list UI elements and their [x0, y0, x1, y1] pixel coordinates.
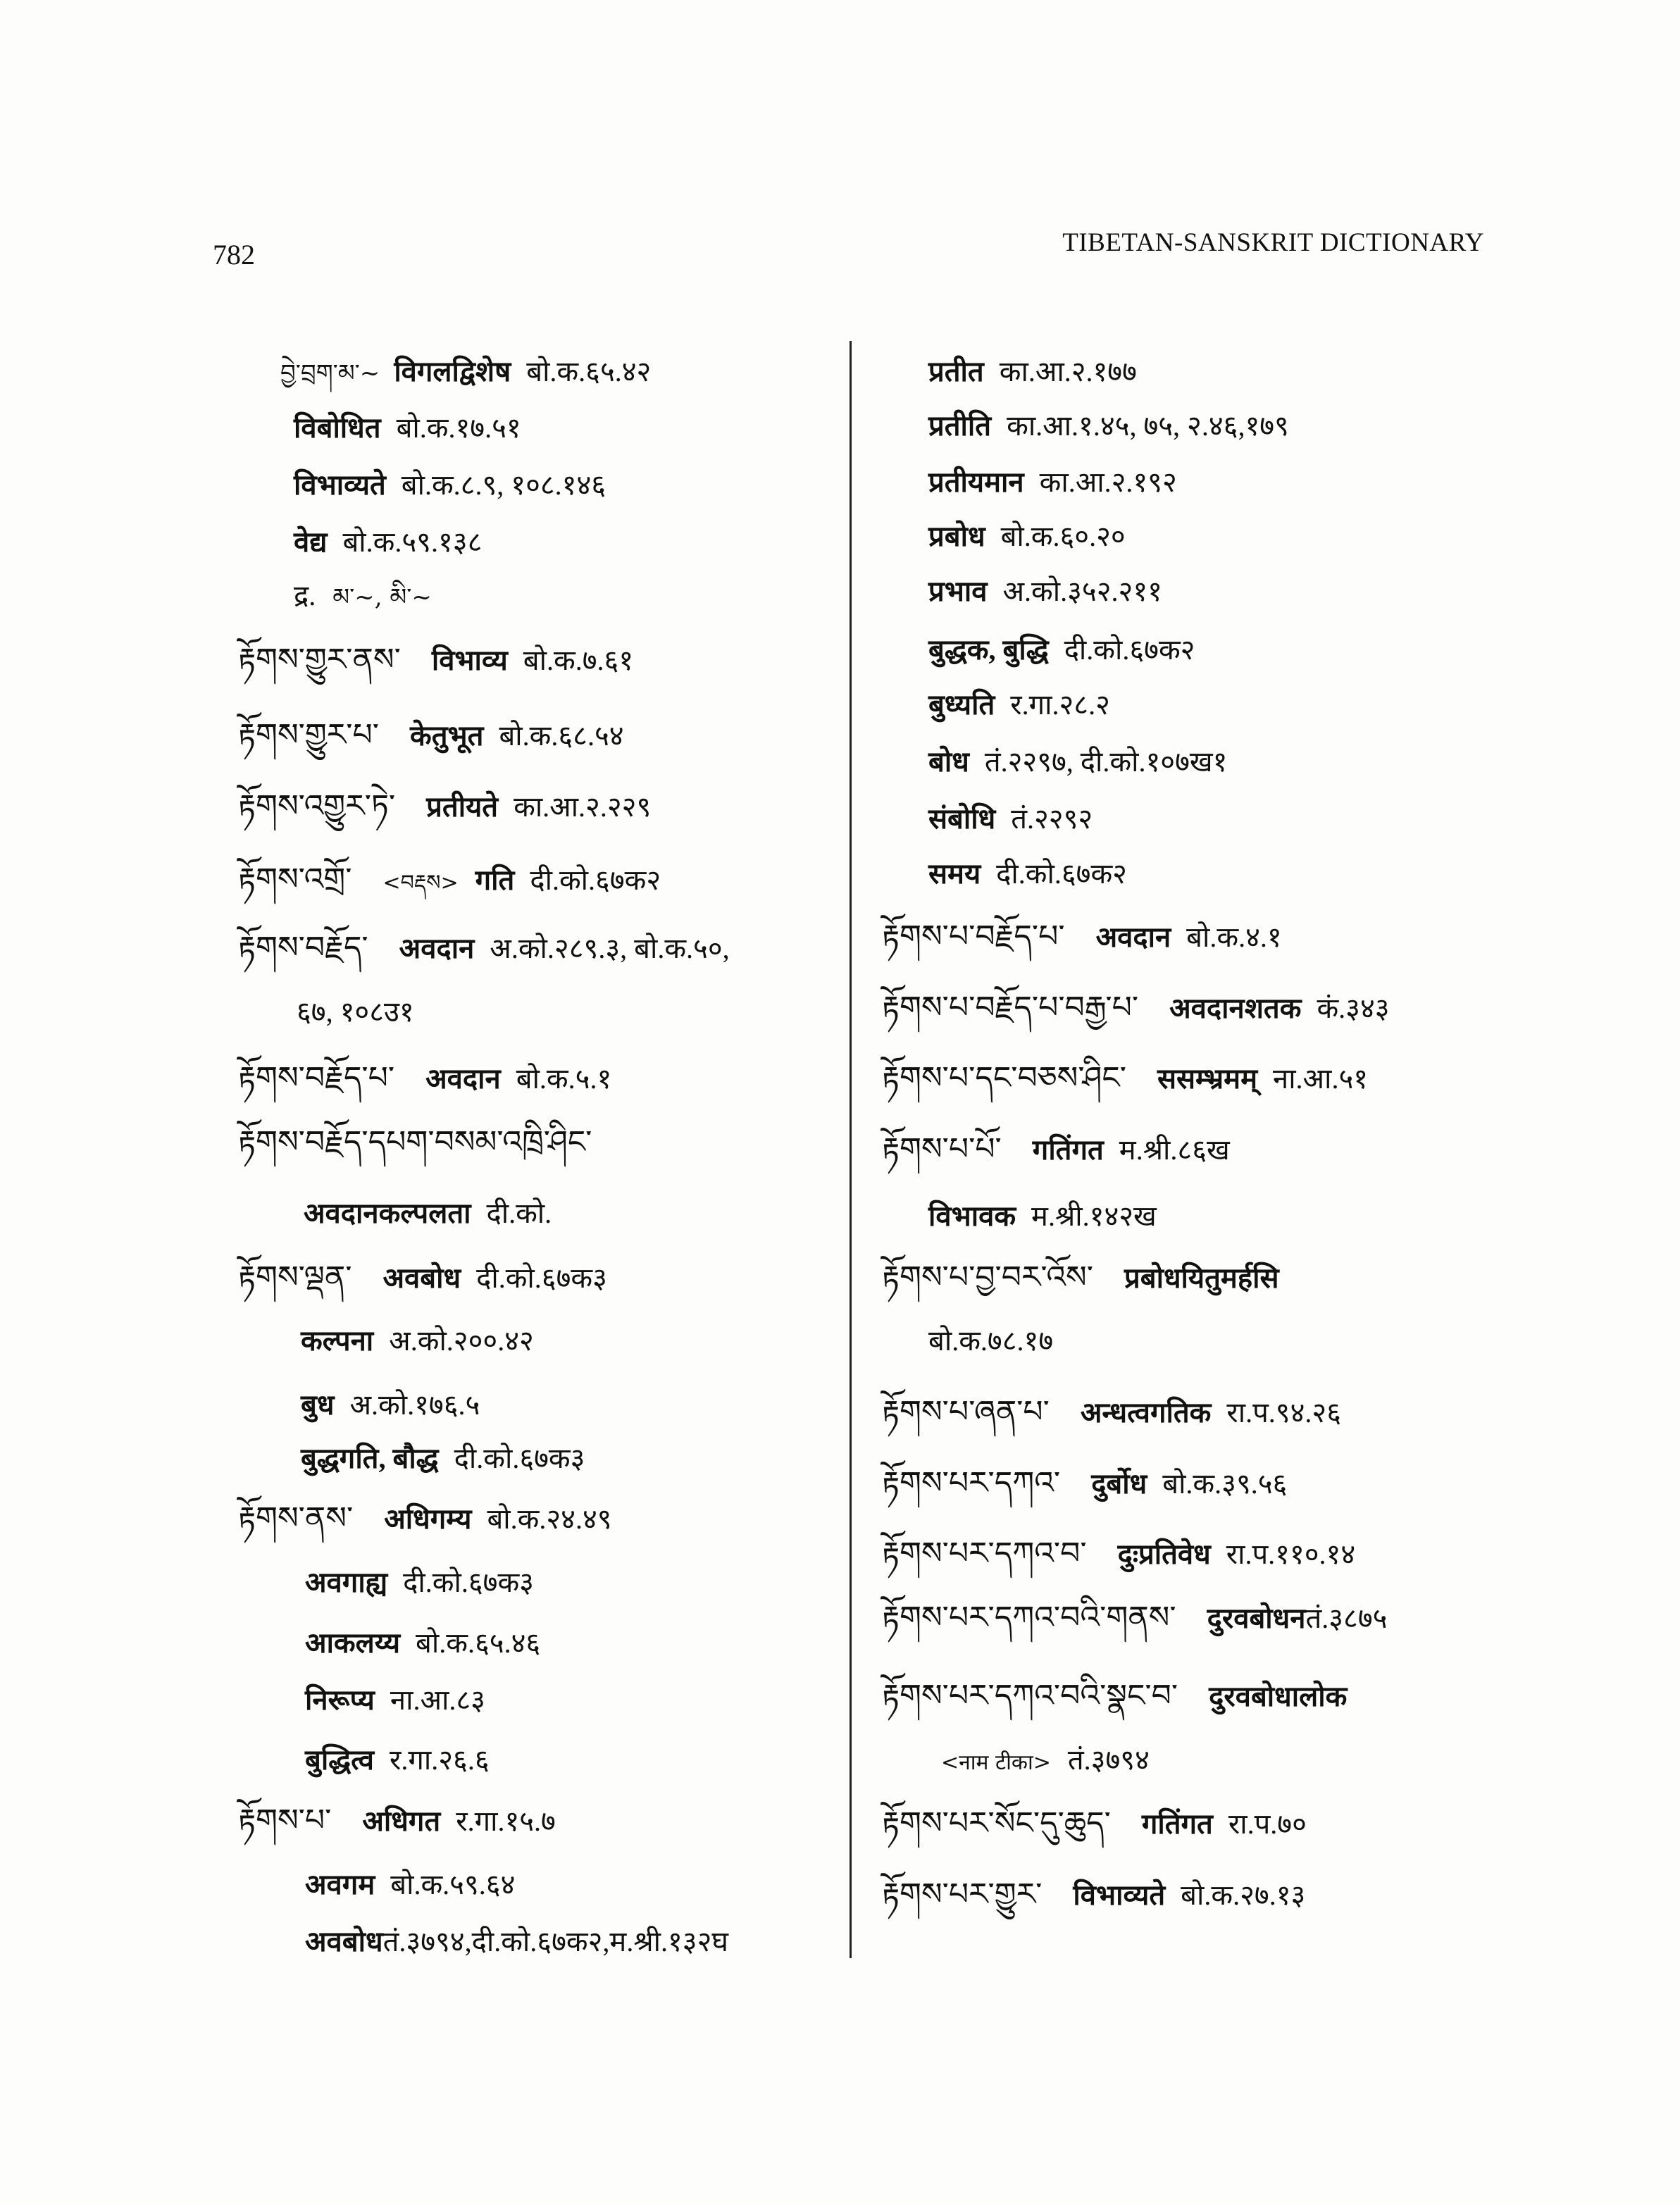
entry-line [928, 744, 1227, 780]
source-reference: तं.३७९४ [1067, 1744, 1150, 1776]
source-reference: दी.को.६७क२ [1064, 634, 1195, 666]
source-reference: का.आ.२.२२९ [514, 791, 652, 823]
source-reference: तं.३८७५ [1305, 1602, 1388, 1634]
sanskrit-term: प्रतीयते [426, 791, 499, 823]
entry-line [304, 1195, 552, 1232]
source-reference: तं.२२९७, दी.को.१०७ख१ [984, 746, 1228, 778]
tibetan-subentry: བྱེ་བྲག་མ་~ [280, 359, 380, 387]
entry-line [882, 1678, 1355, 1714]
sanskrit-term: विभाव्यते [1073, 1879, 1166, 1911]
entry-line [882, 1394, 1341, 1431]
sanskrit-term: विगलद्विशेष [394, 356, 511, 387]
sanskrit-term: विबोधित [294, 412, 381, 444]
source-reference: बो.क.५.१ [516, 1063, 612, 1095]
tibetan-headword: རྟོགས་པ་བརྗོད་པ་ [882, 919, 1065, 954]
page-number: 782 [213, 239, 255, 270]
source-reference: दी.को.६७क२ [996, 858, 1127, 890]
entry-line [238, 930, 730, 966]
tibetan-headword: རྟོགས་པ་བརྗོད་པ་བརྒྱ་པ་ [882, 990, 1139, 1026]
sanskrit-term: प्रतीयमान [928, 466, 1024, 498]
tibetan-headword: རྟོགས་པ་བྱ་བར་འོས་ [882, 1259, 1093, 1295]
source-reference: बो.क.७८.१७ [928, 1325, 1054, 1357]
source-reference: अ.को.१७६.५ [349, 1389, 480, 1421]
source-reference: बो.क.६५.४२ [526, 356, 652, 387]
sanskrit-term: बोध [928, 746, 969, 778]
entry-line [301, 1387, 480, 1424]
source-reference: म.श्री.८६ख [1119, 1134, 1230, 1166]
entry-line [305, 1564, 534, 1601]
entry-line [238, 788, 651, 825]
sanskrit-term: अवदानशतक [1169, 992, 1302, 1024]
sanskrit-term: संबोधि [928, 803, 996, 835]
tibetan-cross-reference: མ་~, མི་~ [332, 583, 432, 611]
entry-line [305, 1924, 728, 1960]
continuation-line [297, 994, 414, 1031]
source-reference: बो.क.७.६१ [523, 645, 634, 676]
sanskrit-term: अवबोध [305, 1926, 383, 1957]
entry-line [238, 861, 661, 898]
source-reference: र.गा.२६.६ [390, 1744, 490, 1776]
source-reference: बो.क.३९.५६ [1162, 1468, 1288, 1500]
source-reference: बो.क.१७.५१ [396, 412, 521, 444]
entry-line [882, 1465, 1287, 1502]
entry-line [928, 408, 1289, 444]
entry-line [882, 1536, 1355, 1572]
tibetan-headword: རྟོགས་ནས་ [238, 1500, 354, 1536]
entry-line [928, 354, 1137, 390]
entry-line [238, 1259, 607, 1296]
tibetan-headword: རྟོགས་གྱུར་ནས་ [238, 642, 401, 678]
entry-line [928, 573, 1162, 610]
tibetan-headword: རྟོགས་འགྲོ་ [238, 861, 352, 897]
entry-line [305, 1867, 515, 1903]
entry-line [238, 1500, 612, 1537]
sanskrit-term: गतिंगत [1141, 1808, 1213, 1840]
source-reference: दी.को. [486, 1197, 552, 1229]
see-also-marker: द्र. [294, 580, 316, 611]
entry-line [294, 524, 482, 561]
entry-line [238, 1803, 556, 1839]
sanskrit-term: केतुभूत [409, 720, 484, 752]
sanskrit-term: निरूप्य [305, 1684, 375, 1716]
source-reference: म.श्री.१४२ख [1031, 1200, 1157, 1232]
entry-line [238, 717, 624, 754]
entry-line [294, 467, 606, 504]
source-reference: र.गा.२८.२ [1010, 689, 1110, 721]
entry-line [882, 1876, 1305, 1913]
tibetan-headword: རྟོགས་པར་དཀའ་ [882, 1465, 1061, 1501]
cross-reference-line [294, 578, 432, 614]
source-reference: दी.को.६७क३ [454, 1443, 585, 1474]
source-reference: अ.को.२००.४२ [389, 1325, 534, 1357]
entry-line [882, 1600, 1387, 1636]
running-title: TIBETAN-SANSKRIT DICTIONARY [1062, 228, 1484, 257]
sanskrit-term: विभाव्य [431, 645, 508, 676]
source-reference: बो.क.६८.५४ [499, 720, 624, 752]
sanskrit-term: ससम्भ्रमम् [1157, 1063, 1257, 1095]
entry-line [305, 1682, 485, 1719]
sanskrit-term: विभाव्यते [294, 469, 386, 501]
entry-line [928, 1198, 1157, 1235]
tibetan-headword: རྟོགས་པར་དཀའ་བའི་གནས་ [882, 1600, 1176, 1636]
source-reference: अ.को.३५२.२११ [1002, 575, 1162, 607]
sanskrit-term: प्रतीत [928, 356, 984, 387]
entry-line [280, 354, 651, 390]
tibetan-headword: རྟོགས་འགྱུར་ཏེ་ [238, 788, 396, 824]
entry-line [882, 1259, 1287, 1296]
sanskrit-term: दुर्बोध [1091, 1468, 1147, 1500]
sanskrit-term: आकलय्य [305, 1627, 401, 1659]
entry-line [882, 1060, 1368, 1097]
sanskrit-term: अन्धत्वगतिक [1080, 1397, 1212, 1428]
source-reference: का.आ.२.१७७ [999, 356, 1137, 387]
sanskrit-term: अवबोध [382, 1262, 461, 1294]
source-reference: बो.क.५९.६४ [390, 1869, 516, 1900]
entry-line [882, 919, 1282, 955]
tibetan-headword: རྟོགས་གྱུར་པ་ [238, 717, 379, 753]
entry-line [238, 1060, 611, 1097]
entry-line [928, 518, 1126, 555]
entry-line [882, 1131, 1230, 1168]
sanskrit-term: अधिगत [362, 1805, 441, 1837]
source-reference: का.आ.१.४५, ७५, २.४६,१७९ [1007, 410, 1289, 442]
sanskrit-term: गति [475, 864, 515, 896]
entry-line [928, 801, 1093, 838]
entry-line [294, 410, 521, 447]
sanskrit-term: प्रभाव [928, 575, 988, 607]
entry-line [305, 1742, 490, 1779]
tibetan-headword: རྟོགས་པར་དཀའ་བའི་སྣང་བ་ [882, 1678, 1178, 1714]
sanskrit-term: बुद्धगति, बौद्ध [301, 1443, 439, 1474]
source-reference: रा.प.९४.२६ [1226, 1397, 1341, 1428]
source-reference: का.आ.२.१९२ [1039, 466, 1177, 498]
sanskrit-term: प्रबोध [928, 521, 985, 552]
source-reference: ६७, १०८उ१ [297, 996, 414, 1028]
source-reference: बो.क.२४.४९ [487, 1503, 612, 1535]
sanskrit-term: अवदान [399, 933, 475, 964]
sanskrit-term: प्रतीति [928, 410, 992, 442]
continuation-line [928, 1323, 1053, 1359]
tibetan-headword: རྟོགས་པ་ཞན་པ་ [882, 1394, 1050, 1430]
sanskrit-term: वेद्य [294, 526, 328, 558]
source-reference: दी.को.६७क३ [403, 1567, 534, 1598]
sanskrit-term: अवदान [1095, 921, 1171, 953]
sanskrit-term: अधिगम्य [384, 1503, 472, 1535]
entry-line [928, 464, 1177, 501]
source-reference: बो.क.५९.१३८ [342, 526, 483, 558]
tibetan-headword: རྟོགས་པར་གྱུར་ [882, 1876, 1043, 1912]
tibetan-headword: རྟོགས་པར་དཀའ་བ་ [882, 1536, 1087, 1571]
sanskrit-term: अवदानकल्पलता [304, 1197, 471, 1229]
tibetan-headword: རྟོགས་བརྗོད་དཔག་བསམ་འཁྲི་ཤིང་ [238, 1124, 592, 1160]
tibetan-headword: རྟོགས་བརྗོད་ [238, 930, 368, 966]
source-reference: रा.प.११०.१४ [1226, 1538, 1356, 1570]
source-reference: ना.आ.८३ [390, 1684, 485, 1716]
tibetan-headword: རྟོགས་ལྡན་ [238, 1259, 352, 1295]
entry-line [305, 1625, 540, 1662]
sanskrit-term: बुध [301, 1389, 335, 1421]
source-reference: तं.२२९२ [1011, 803, 1093, 835]
source-reference: बो.क.६०.२० [1000, 521, 1126, 552]
sanskrit-term: विभावक [928, 1200, 1016, 1232]
sanskrit-term: प्रबोधयितुमर्हसि [1124, 1262, 1279, 1294]
entry-line [928, 687, 1110, 723]
source-reference: बो.क.२७.१३ [1181, 1879, 1306, 1911]
usage-note: <नाम टीका> [941, 1750, 1051, 1775]
tibetan-headword: རྟོགས་བརྗོད་པ་ [238, 1060, 395, 1096]
entry-line [882, 990, 1390, 1026]
sanskrit-term: दुरवबोधालोक [1209, 1681, 1348, 1712]
source-reference: दी.को.६७क२ [530, 864, 661, 896]
column-divider [850, 341, 852, 1958]
entry-line [928, 632, 1195, 668]
sanskrit-term: अवगम [305, 1869, 375, 1900]
sanskrit-term: समय [928, 858, 981, 890]
sanskrit-term: अवगाह्य [305, 1567, 388, 1598]
source-reference: दी.को.६७क३ [476, 1262, 607, 1294]
source-reference: अ.को.२८९.३, बो.क.५०, [490, 933, 730, 964]
entry-line [301, 1323, 534, 1359]
source-reference: तं.३७९४,दी.को.६७क२,म.श्री.१३२घ [382, 1926, 729, 1957]
source-reference: र.गा.१५.७ [456, 1805, 556, 1837]
sanskrit-term: गतिंगत [1032, 1134, 1104, 1166]
tibetan-headword: རྟོགས་པ་དང་བཅས་ཤིང་ [882, 1060, 1126, 1096]
source-reference: बो.क.६५.४६ [416, 1627, 541, 1659]
continuation-line [941, 1742, 1150, 1779]
source-reference: बो.क.४.१ [1186, 921, 1282, 953]
right-column [854, 0, 1680, 2204]
source-reference: कं.३४३ [1317, 992, 1390, 1024]
entry-line [238, 1124, 616, 1161]
sanskrit-term: बुद्धित्व [305, 1744, 374, 1776]
source-reference: बो.क.८.९, १०८.१४६ [401, 469, 606, 501]
source-reference: रा.प.७० [1228, 1808, 1307, 1840]
sanskrit-term: बुध्यति [928, 689, 995, 721]
entry-line [301, 1440, 585, 1477]
sanskrit-term: बुद्धक, बुद्धि [928, 634, 1049, 666]
tibetan-headword: རྟོགས་པ་པོ་ [882, 1131, 1002, 1167]
entry-line [928, 856, 1127, 892]
usage-note: <བརྡས> [382, 871, 459, 895]
source-reference: ना.आ.५१ [1273, 1063, 1369, 1095]
sanskrit-term: दुःप्रतिवेध [1117, 1538, 1211, 1570]
sanskrit-term: अवदान [425, 1063, 501, 1095]
tibetan-headword: རྟོགས་པར་སོང་དུ་ཆུད་ [882, 1805, 1111, 1841]
tibetan-headword: རྟོགས་པ་ [238, 1803, 332, 1838]
entry-line [882, 1805, 1307, 1842]
sanskrit-term: कल्पना [301, 1325, 374, 1357]
entry-line [238, 642, 633, 678]
sanskrit-term: दुरवबोधन [1207, 1602, 1306, 1634]
